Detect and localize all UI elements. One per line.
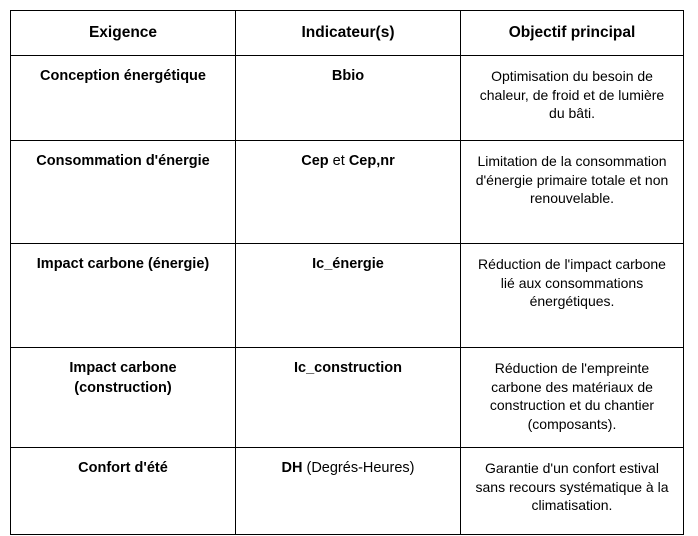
- table-body: [11, 56, 684, 535]
- cell-indicateur: [236, 56, 461, 141]
- table-row: [11, 244, 684, 348]
- table-header-row: [11, 11, 684, 56]
- column-header-objectif: Objectif principal: [461, 11, 684, 56]
- cell-exigence: Confort d'été: [11, 448, 236, 535]
- cell-exigence: Conception énergétique: [11, 56, 236, 141]
- cell-exigence: Impact carbone (construction): [11, 348, 236, 448]
- indicator-code: DH: [281, 460, 303, 477]
- cell-exigence: Consommation d'énergie: [11, 141, 236, 244]
- indicator-code: Bbio: [331, 68, 365, 85]
- indicator-code: Ic_construction: [294, 360, 402, 377]
- indicator-code: Cep: [301, 153, 329, 170]
- cell-objectif: Garantie d'un confort estival sans recours systématique à la climatisation.: [461, 448, 684, 535]
- table-header: [11, 11, 684, 56]
- cell-indicateur: [236, 244, 461, 348]
- indicator-separator: (Degrés-Heures): [302, 460, 415, 477]
- indicator-code-secondary: Cep,nr: [348, 153, 395, 170]
- column-header-exigence: Exigence: [11, 11, 236, 56]
- column-header-indicateur: Indicateur(s): [236, 11, 461, 56]
- table-row: [11, 141, 684, 244]
- cell-indicateur: [236, 141, 461, 244]
- table-row: [11, 56, 684, 141]
- table-row: [11, 348, 684, 448]
- indicator-separator: et: [328, 153, 349, 170]
- cell-objectif: Réduction de l'empreinte carbone des matériaux de construction et du chantier (composants).: [461, 348, 684, 448]
- cell-indicateur: [236, 348, 461, 448]
- requirements-table: [10, 10, 684, 535]
- table-row: [11, 448, 684, 535]
- cell-exigence: Impact carbone (énergie): [11, 244, 236, 348]
- cell-objectif: Optimisation du besoin de chaleur, de froid et de lumière du bâti.: [461, 56, 684, 141]
- cell-objectif: Réduction de l'impact carbone lié aux consommations énergétiques.: [461, 244, 684, 348]
- cell-indicateur: [236, 448, 461, 535]
- cell-objectif: Limitation de la consommation d'énergie primaire totale et non renouvelable.: [461, 141, 684, 244]
- indicator-code: Ic_énergie: [312, 256, 384, 273]
